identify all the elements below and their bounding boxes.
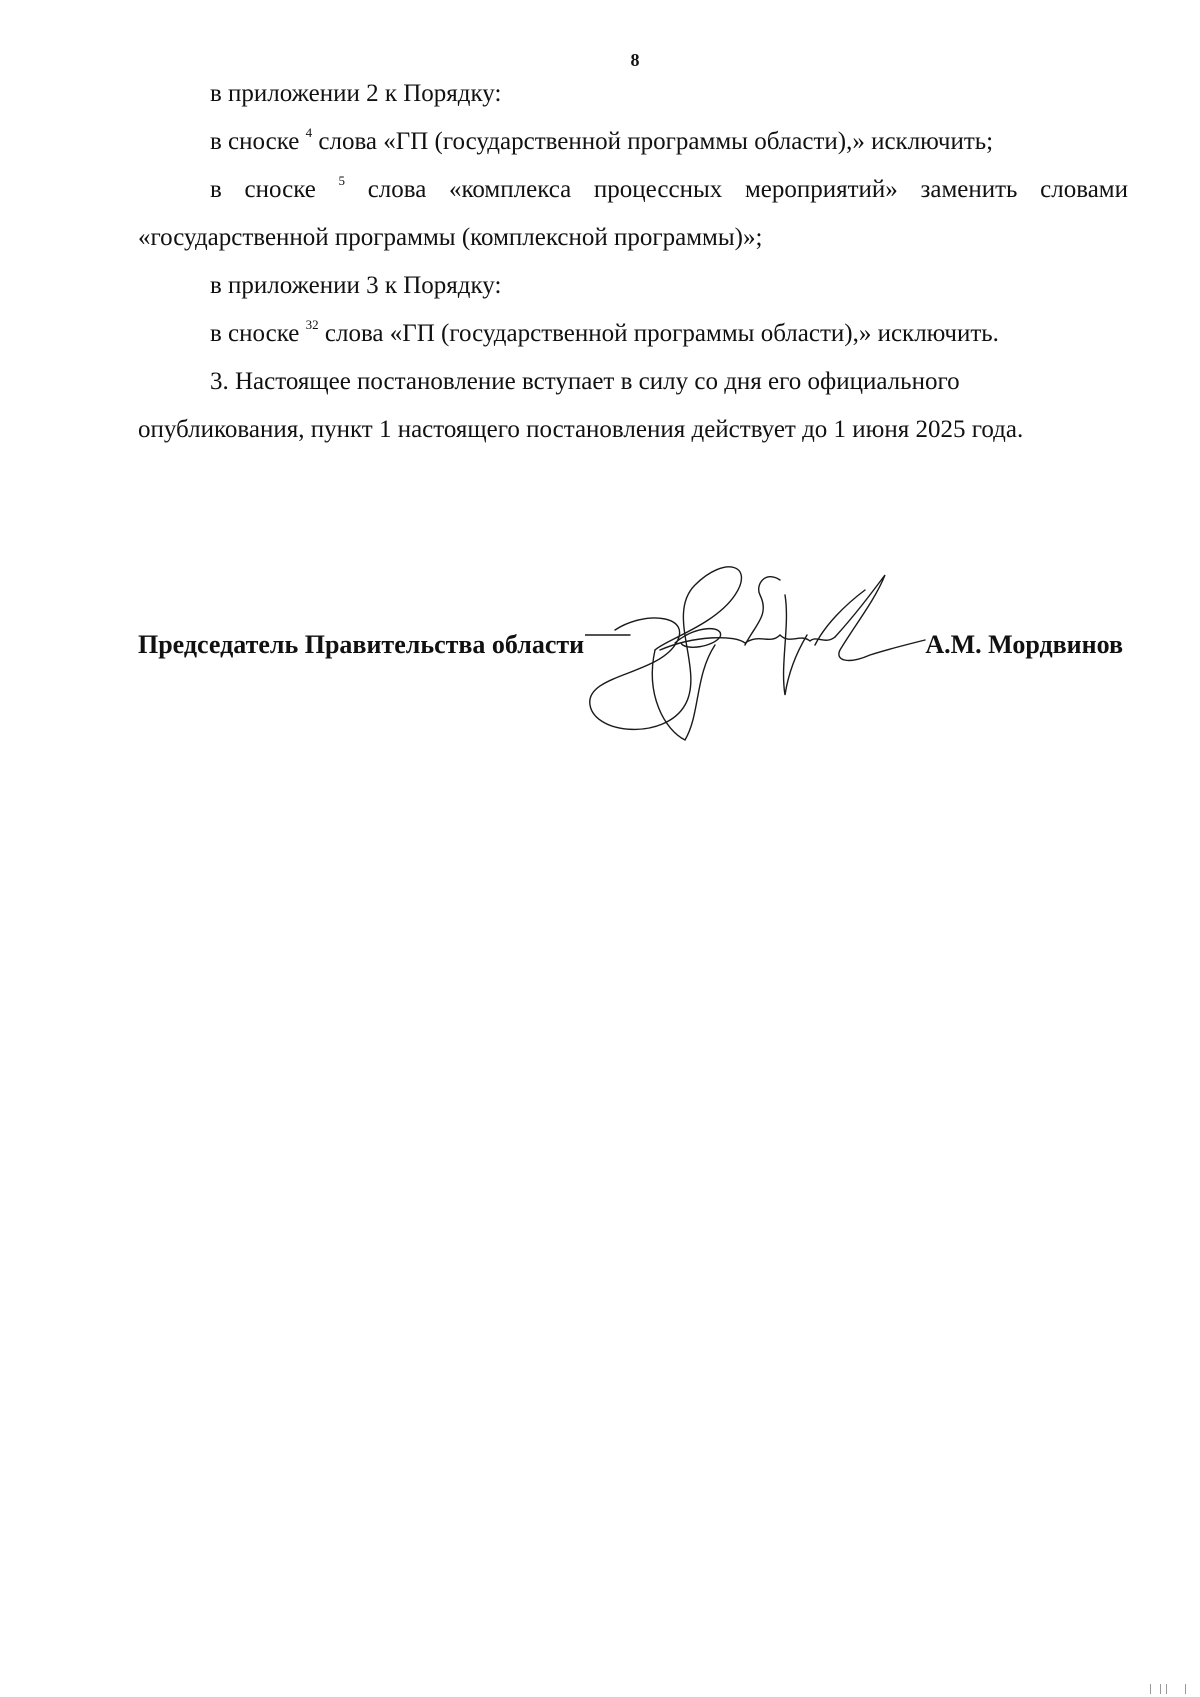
signer-name: А.М. Мордвинов xyxy=(925,630,1123,659)
signer-position: Председатель Правительства области xyxy=(138,630,585,659)
paragraph-appendix-3 xyxy=(138,262,1128,310)
paragraph-text: 3. Настоящее постановление вступает в силу со дня его официального опубликования, пункт 1 настоящего постановления действует до 1 июня 2025 года. xyxy=(138,368,1024,443)
paragraph-text: в сноске xyxy=(210,320,306,347)
paragraph-text: в приложении 3 к Порядку: xyxy=(210,272,502,299)
paragraph-text: в приложении 2 к Порядку: xyxy=(210,80,502,107)
scan-mark xyxy=(1166,1684,1167,1694)
paragraph-text: слова «ГП (государственной программы области),» исключить. xyxy=(318,320,999,347)
scan-mark xyxy=(1160,1684,1161,1694)
paragraph-text: слова «ГП (государственной программы области),» исключить; xyxy=(312,128,994,155)
paragraph-entry-into-force xyxy=(138,358,1128,454)
page-number: 8 xyxy=(630,50,640,70)
paragraph-footnote-32 xyxy=(138,310,1128,358)
paragraph-text: в сноске xyxy=(210,176,339,203)
footnote-marker: 4 xyxy=(305,125,313,140)
paragraph-text: в сноске xyxy=(210,128,306,155)
footnote-marker: 32 xyxy=(305,317,319,332)
handwritten-signature xyxy=(585,555,945,755)
footnote-marker: 5 xyxy=(338,173,345,188)
paragraph-footnote-4 xyxy=(138,118,1128,166)
scan-mark xyxy=(1185,1684,1186,1694)
paragraph-footnote-5 xyxy=(138,166,1128,262)
document-body xyxy=(138,70,1128,454)
paragraph-appendix-2 xyxy=(138,70,1128,118)
scan-mark xyxy=(1150,1684,1151,1694)
paragraph-text: слова «комплекса процессных мероприятий» заменить словами «государственной программы (комплексной программы)»; xyxy=(138,176,1128,251)
